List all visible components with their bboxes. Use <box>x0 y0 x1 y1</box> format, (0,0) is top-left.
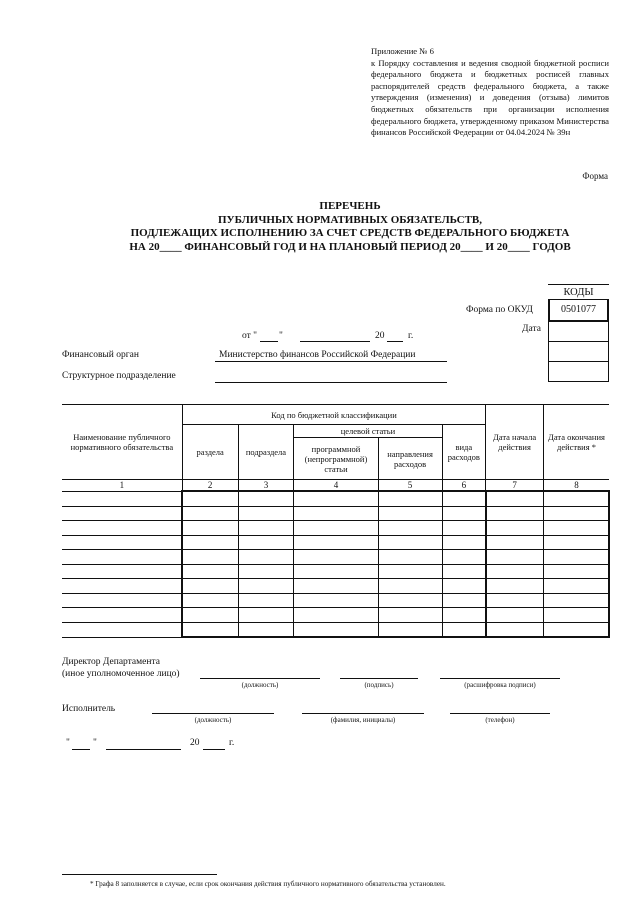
executor-position-field[interactable] <box>152 713 274 714</box>
table-cell[interactable] <box>62 506 182 521</box>
table-cell[interactable] <box>543 550 609 565</box>
header-podrazdela: подраздела <box>238 425 294 480</box>
table-cell[interactable] <box>378 550 442 565</box>
caption-signature: (подпись) <box>364 681 394 689</box>
table-cell[interactable] <box>238 506 294 521</box>
table-cell[interactable] <box>378 564 442 579</box>
table-cell[interactable] <box>182 579 238 594</box>
table-cell[interactable] <box>62 608 182 623</box>
table-cell[interactable] <box>486 593 544 608</box>
table-row <box>62 535 609 550</box>
appendix-number: Приложение № 6 <box>371 46 434 56</box>
table-cell[interactable] <box>62 535 182 550</box>
okud-label: Форма по ОКУД <box>466 305 533 315</box>
table-row <box>62 564 609 579</box>
caption-executor-position: (должность) <box>194 716 232 724</box>
table-cell[interactable] <box>62 521 182 536</box>
director-signature-field[interactable] <box>340 678 418 679</box>
table-cell[interactable] <box>182 608 238 623</box>
fin-organ-underline <box>215 361 447 362</box>
codes-header: КОДЫ <box>548 284 609 300</box>
table-cell[interactable] <box>294 579 378 594</box>
obligations-table <box>62 404 610 638</box>
caption-executor-phone: (телефон) <box>485 716 515 724</box>
table-cell[interactable] <box>238 622 294 637</box>
table-row <box>62 491 609 506</box>
table-cell[interactable] <box>294 564 378 579</box>
table-cell[interactable] <box>486 506 544 521</box>
table-cell[interactable] <box>238 579 294 594</box>
executor-phone-field[interactable] <box>450 713 550 714</box>
struct-label: Структурное подразделение <box>62 371 176 381</box>
table-cell[interactable] <box>378 622 442 637</box>
table-cell[interactable] <box>238 593 294 608</box>
table-cell[interactable] <box>378 593 442 608</box>
director-block <box>62 656 180 680</box>
table-cell[interactable] <box>442 550 486 565</box>
caption-position: (должность) <box>241 681 279 689</box>
table-cell[interactable] <box>182 550 238 565</box>
table-cell[interactable] <box>486 550 544 565</box>
table-cell[interactable] <box>294 535 378 550</box>
date-year-prefix: 20 <box>375 331 385 341</box>
table-cell[interactable] <box>378 579 442 594</box>
bottom-date-year-field[interactable] <box>203 749 225 750</box>
table-cell[interactable] <box>543 564 609 579</box>
col-number: 7 <box>486 480 544 492</box>
table-cell[interactable] <box>543 622 609 637</box>
table-cell[interactable] <box>442 593 486 608</box>
table-cell[interactable] <box>378 535 442 550</box>
footnote: * Графа 8 заполняется в случае, если срок окончания действия публичного нормативного обязательства установлен. <box>90 880 446 888</box>
header-celevoy: целевой статьи <box>294 425 442 438</box>
table-cell[interactable] <box>442 579 486 594</box>
table-cell[interactable] <box>62 491 182 506</box>
header-napravleniya: направления расходов <box>378 438 442 480</box>
table-cell[interactable] <box>294 550 378 565</box>
caption-executor-name: (фамилия, инициалы) <box>330 716 396 724</box>
title-line-1: ПЕРЕЧЕНЬ <box>319 200 381 212</box>
caption-name: (расшифровка подписи) <box>464 681 536 689</box>
table-cell[interactable] <box>378 521 442 536</box>
table-cell[interactable] <box>543 506 609 521</box>
header-date-end: Дата окончания действия * <box>543 405 609 480</box>
table-body <box>62 491 609 637</box>
fin-organ-label: Финансовый орган <box>62 350 139 360</box>
table-cell[interactable] <box>238 564 294 579</box>
table-cell[interactable] <box>486 491 544 506</box>
director-line2: (иное уполномоченное лицо) <box>62 669 180 679</box>
col-number: 8 <box>543 480 609 492</box>
table-cell[interactable] <box>543 491 609 506</box>
table-row <box>62 550 609 565</box>
title-line-2: ПУБЛИЧНЫХ НОРМАТИВНЫХ ОБЯЗАТЕЛЬСТВ, <box>217 213 483 226</box>
date-year-field[interactable] <box>387 341 403 342</box>
date-month-field[interactable] <box>300 341 370 342</box>
okud-code: 0501077 <box>548 300 609 322</box>
table-cell[interactable] <box>486 564 544 579</box>
table-cell[interactable] <box>294 593 378 608</box>
date-year-suffix: г. <box>408 331 414 341</box>
bottom-date-quote-open: " <box>66 738 70 748</box>
table-cell[interactable] <box>62 550 182 565</box>
table-cell[interactable] <box>378 491 442 506</box>
table-cell[interactable] <box>378 506 442 521</box>
table-cell[interactable] <box>62 579 182 594</box>
table-cell[interactable] <box>182 564 238 579</box>
table-cell[interactable] <box>442 491 486 506</box>
table-row <box>62 521 609 536</box>
bottom-date-quote-close: " <box>93 738 97 748</box>
date-day-field[interactable] <box>260 341 278 342</box>
header-razdela: раздела <box>182 425 238 480</box>
table-row <box>62 506 609 521</box>
table-cell[interactable] <box>62 564 182 579</box>
table-cell[interactable] <box>182 622 238 637</box>
executor-label: Исполнитель <box>62 704 116 714</box>
table-cell[interactable] <box>442 506 486 521</box>
header-kbk: Код по бюджетной классификации <box>182 405 485 425</box>
col-number: 1 <box>62 480 182 492</box>
title-line-3: ПОДЛЕЖАЩИХ ИСПОЛНЕНИЮ ЗА СЧЕТ СРЕДСТВ ФЕДЕРАЛЬНОГО БЮДЖЕТА <box>130 227 570 239</box>
date-code-cell[interactable] <box>548 322 609 342</box>
col-number: 2 <box>182 480 238 492</box>
title-line-4: НА 20____ ФИНАНСОВЫЙ ГОД И НА ПЛАНОВЫЙ ПЕРИОД 20____ И 20____ ГОДОВ <box>129 240 571 253</box>
header-date-start: Дата начала действия <box>486 405 544 480</box>
table-cell[interactable] <box>486 535 544 550</box>
table-cell[interactable] <box>442 535 486 550</box>
bottom-date-month-field[interactable] <box>106 749 181 750</box>
table-cell[interactable] <box>486 608 544 623</box>
director-name-field[interactable] <box>440 678 560 679</box>
table-cell[interactable] <box>486 521 544 536</box>
fin-organ-code-cell[interactable] <box>548 342 609 362</box>
director-position-field[interactable] <box>200 678 320 679</box>
col-number: 3 <box>238 480 294 492</box>
table-cell[interactable] <box>238 521 294 536</box>
table-cell[interactable] <box>62 622 182 637</box>
table-cell[interactable] <box>543 579 609 594</box>
col-number: 5 <box>378 480 442 492</box>
table-cell[interactable] <box>182 506 238 521</box>
appendix-text: к Порядку составления и ведения сводной бюджетной росписи федерального бюджета и бюджетных росписей главных распорядителей средств федерального бюджета, а также утверждения (изменения) и доведения (отзыва) лимитов бюджетных обязательств при организации исполнения федерального бюджета, утвержденному приказом Министерства финансов Российской Федерации от 04.04.2024 № 39н <box>371 57 609 138</box>
date-label: Дата <box>522 324 541 334</box>
table-cell[interactable] <box>486 622 544 637</box>
table-cell[interactable] <box>378 608 442 623</box>
struct-code-cell[interactable] <box>548 362 609 382</box>
document-title <box>60 200 640 254</box>
table-cell[interactable] <box>182 535 238 550</box>
table-cell[interactable] <box>238 608 294 623</box>
table-row <box>62 579 609 594</box>
col-number: 4 <box>294 480 378 492</box>
struct-field[interactable] <box>215 382 447 383</box>
header-col1: Наименование публичного нормативного обязательства <box>62 405 182 480</box>
table-cell[interactable] <box>182 491 238 506</box>
table-cell[interactable] <box>294 608 378 623</box>
table-cell[interactable] <box>294 521 378 536</box>
header-vida: вида расходов <box>442 425 486 480</box>
bottom-date-g: г. <box>229 738 235 748</box>
table-cell[interactable] <box>294 506 378 521</box>
date-quote: " <box>279 331 283 341</box>
appendix-note <box>371 46 609 139</box>
fin-organ-value: Министерство финансов Российской Федерации <box>219 350 416 360</box>
table-cell[interactable] <box>238 535 294 550</box>
table-cell[interactable] <box>442 564 486 579</box>
table-cell[interactable] <box>442 622 486 637</box>
table-cell[interactable] <box>294 491 378 506</box>
form-label: Форма <box>582 171 608 181</box>
header-programmnoy: программной (непрограммной) статьи <box>294 438 378 480</box>
table-cell[interactable] <box>238 491 294 506</box>
table-cell[interactable] <box>62 593 182 608</box>
table-cell[interactable] <box>486 579 544 594</box>
bottom-date-20: 20 <box>190 738 200 748</box>
bottom-date-day-field[interactable] <box>72 749 90 750</box>
table-cell[interactable] <box>543 608 609 623</box>
table-cell[interactable] <box>543 593 609 608</box>
table-cell[interactable] <box>182 521 238 536</box>
table-cell[interactable] <box>442 608 486 623</box>
executor-name-field[interactable] <box>302 713 424 714</box>
table-cell[interactable] <box>442 521 486 536</box>
table-row <box>62 608 609 623</box>
table-cell[interactable] <box>238 550 294 565</box>
date-ot: от " <box>242 331 258 341</box>
table-row <box>62 593 609 608</box>
codes-box <box>548 284 609 382</box>
footnote-divider <box>62 874 217 875</box>
col-number: 6 <box>442 480 486 492</box>
table-cell[interactable] <box>543 535 609 550</box>
table-cell[interactable] <box>294 622 378 637</box>
table-cell[interactable] <box>543 521 609 536</box>
table-cell[interactable] <box>182 593 238 608</box>
table-row <box>62 622 609 637</box>
director-line1: Директор Департамента <box>62 657 160 667</box>
